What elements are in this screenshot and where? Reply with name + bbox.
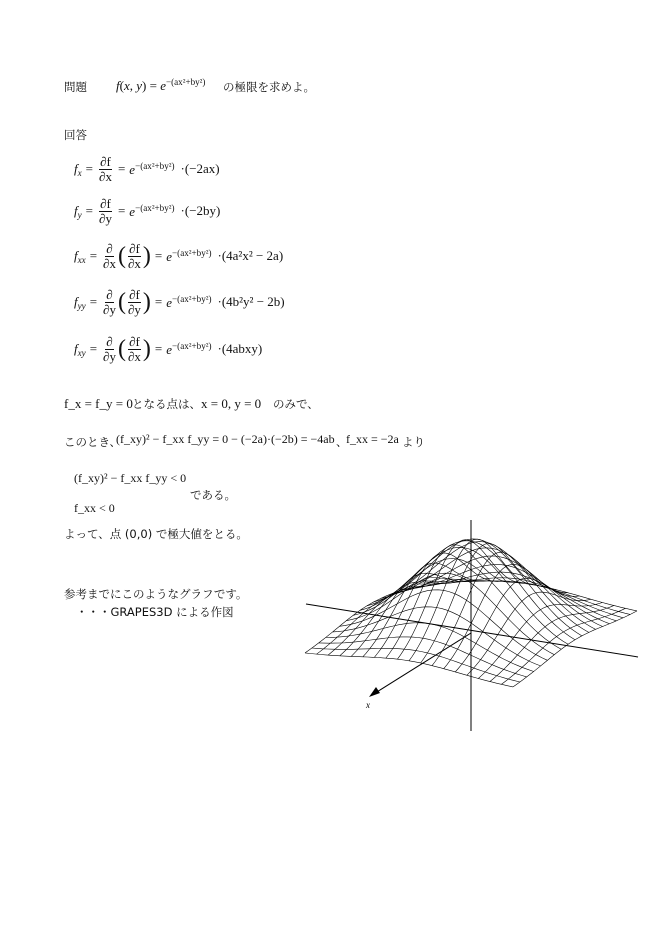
fyy-factor: ·(4b²y² − 2b) <box>217 294 285 310</box>
note-text: 参考までにこのようなグラフです。 <box>64 587 248 601</box>
at-text3: より <box>402 435 425 449</box>
fx-factor: ·(−2ax) <box>180 161 220 177</box>
fxx-inner-den: ∂x <box>127 255 141 271</box>
at-text1: このとき、 <box>64 435 122 449</box>
fxx-outer-num: ∂ <box>106 241 113 256</box>
zero-text1: となる点は、 <box>132 397 201 411</box>
system-line1: (f_xy)² − f_xx f_yy < 0 <box>74 471 187 485</box>
x-axis-label: x <box>366 700 370 710</box>
fx-exp: −(ax²+by²) <box>135 160 175 171</box>
at-math2: f_xx = −2a <box>346 432 399 446</box>
note-source: ・・・GRAPES3D による作図 <box>76 605 234 619</box>
x-axis-line <box>372 633 471 695</box>
problem-exponent: −(ax²+by²) <box>165 77 206 87</box>
fy-num: ∂f <box>100 196 111 211</box>
mesh-line <box>408 572 616 621</box>
fxy-equation: $f_{xy}$ = $\frac{\partial}{\partial y}$ ( $\frac{\partial f}{\partial x}$ ) = $e^{-(ax^2+by^2)}$ ·(4abxy) <box>74 334 263 364</box>
fx-den: ∂x <box>99 168 112 184</box>
mesh-line <box>478 603 602 679</box>
zero-text2: のみで、 <box>273 397 319 411</box>
problem-formula: f(x, $y) = e^{-(ax^2+by^2)}$ <box>116 77 206 93</box>
fy-factor: ·(−2by) <box>180 203 221 219</box>
conclusion-text: よって、点 (0,0) で極大値をとる。 <box>64 527 248 541</box>
zero-math: f_x = f_y = 0 <box>64 396 133 411</box>
fy-exp: −(ax²+by²) <box>135 202 175 213</box>
fy-den: ∂y <box>99 210 112 226</box>
mesh-line <box>319 637 527 677</box>
fxy-outer-den: ∂y <box>103 348 116 364</box>
fx-num: ∂f <box>100 154 111 169</box>
fxy-inner-num: ∂f <box>129 334 140 349</box>
fxx-factor: ·(4a²x² − 2a) <box>217 248 284 264</box>
mesh-line <box>351 573 475 656</box>
mesh-line <box>401 565 609 624</box>
system-suffix: である。 <box>190 488 236 502</box>
fxx-equation: $f_{xx}$ = $\frac{\partial}{\partial x}$ ( $\frac{\partial f}{\partial x}$ ) = $e^{-(ax^2+by^2)}$ ·(4a²x² − 2a) <box>74 241 284 271</box>
at-math: (f_xy)² − f_xx f_yy = 0 − (−2a)·(−2b) = −4ab <box>116 432 335 446</box>
fxy-exp: −(ax²+by²) <box>172 340 212 351</box>
problem-label: 問題 <box>64 80 87 94</box>
at-text2: 、 <box>336 435 348 449</box>
zero-math2: x = 0, y = 0 <box>201 396 262 411</box>
fyy-equation: $f_{yy}$ = $\frac{\partial}{\partial y}$ ( $\frac{\partial f}{\partial y}$ ) = $e^{-(ax^2+by^2)}$ ·(4b²y² − 2b) <box>74 287 285 317</box>
fxy-factor: ·(4abxy) <box>217 341 263 357</box>
answer-label: 回答 <box>64 128 87 142</box>
fxx-outer-den: ∂x <box>103 255 116 271</box>
system-line2: f_xx < 0 <box>74 501 115 515</box>
mesh-line <box>346 573 554 655</box>
fyy-outer-num: ∂ <box>106 287 113 302</box>
mesh-line <box>501 608 625 684</box>
problem-suffix: の極限を求めよ。 <box>223 80 315 94</box>
fxy-inner-den: ∂x <box>127 348 141 364</box>
fxy-outer-num: ∂ <box>106 334 113 349</box>
fyy-inner-num: ∂f <box>129 287 140 302</box>
mesh-line <box>513 611 637 687</box>
fxx-exp: −(ax²+by²) <box>172 247 212 258</box>
fyy-exp: −(ax²+by²) <box>172 293 212 304</box>
fyy-inner-den: ∂y <box>127 301 141 317</box>
fxx-inner-num: ∂f <box>129 241 140 256</box>
fy-equation: $f_y$ = $\frac{\partial f}{\partial y}$ = $e^{-(ax^2+by^2)}$ ·(−2by) <box>74 196 221 226</box>
fx-equation: $f_x$ = $\frac{\partial f}{\partial x}$ = $e^{-(ax^2+by^2)}$ ·(−2ax) <box>74 154 220 184</box>
fyy-outer-den: ∂y <box>103 301 116 317</box>
x-axis-arrow <box>369 687 380 697</box>
mesh-line <box>388 548 596 630</box>
